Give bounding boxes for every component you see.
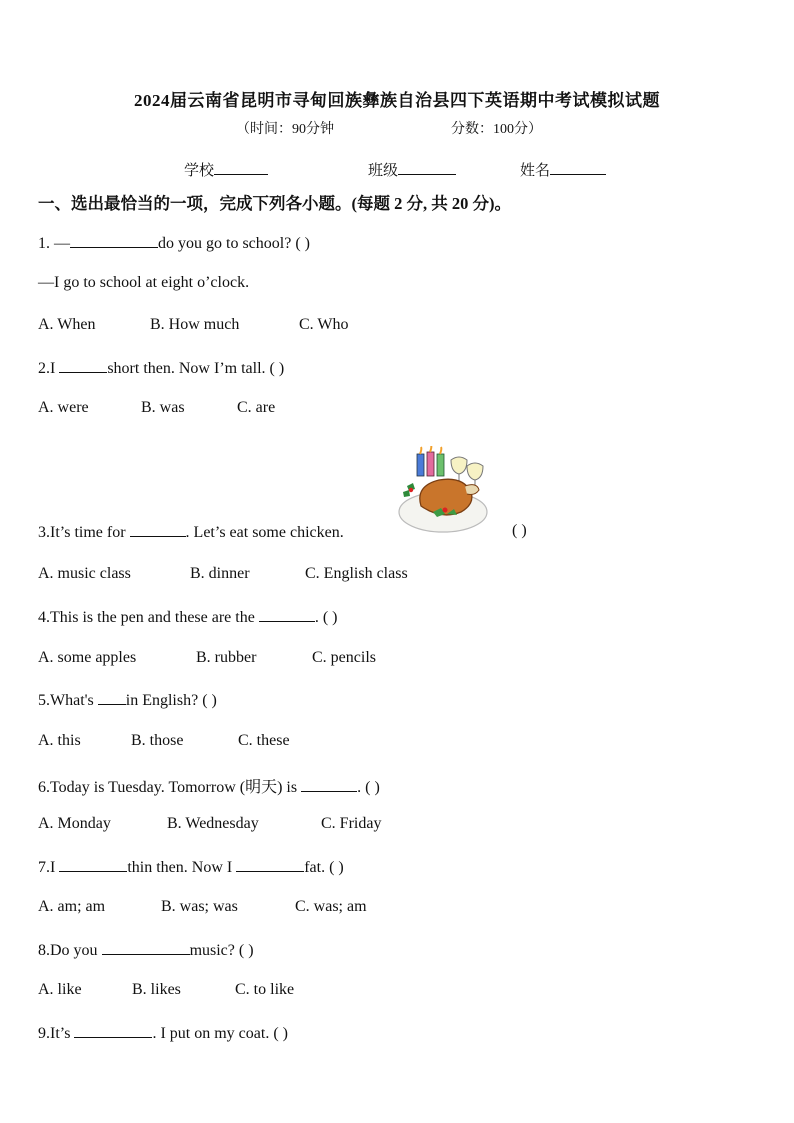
q3-text-pre: 3.It’s time for xyxy=(38,524,130,541)
chicken-drumstick xyxy=(465,485,479,495)
q3-option-a[interactable]: A. music class xyxy=(38,565,131,582)
q6-text-pre: 6.Today is Tuesday. Tomorrow (明天) is xyxy=(38,779,302,796)
q1-blank[interactable] xyxy=(70,233,158,248)
q6-text-post: . ( ) xyxy=(357,779,380,796)
q5-option-c[interactable]: C. these xyxy=(238,732,290,749)
q4-option-c[interactable]: C. pencils xyxy=(312,649,376,666)
wine-glass-2 xyxy=(467,463,483,480)
exam-time: （时间：90分钟 xyxy=(236,122,334,137)
q4-text-pre: 4.This is the pen and these are the xyxy=(38,609,259,626)
wine-glass-1 xyxy=(451,457,467,474)
q6-option-b[interactable]: B. Wednesday xyxy=(167,815,259,832)
q2-text-pre: 2.I xyxy=(38,360,60,377)
q8-text-post: music? ( ) xyxy=(189,942,254,959)
q1-option-b[interactable]: B. How much xyxy=(150,316,240,333)
q1-text-post: do you go to school? ( ) xyxy=(158,235,310,252)
holly-berry xyxy=(409,488,413,492)
question-5 xyxy=(38,690,217,710)
q7-blank-1[interactable] xyxy=(59,857,127,872)
q2-option-a[interactable]: A. were xyxy=(38,399,89,416)
q5-blank[interactable] xyxy=(98,690,126,705)
q1-answer-line: —I go to school at eight o’clock. xyxy=(38,274,250,291)
q3-text-post: . Let’s eat some chicken. xyxy=(185,524,344,541)
q4-option-b[interactable]: B. rubber xyxy=(196,649,257,666)
q1-option-a[interactable]: A. When xyxy=(38,316,96,333)
q7-blank-2[interactable] xyxy=(236,857,304,872)
class-field xyxy=(368,159,456,180)
name-blank[interactable] xyxy=(550,160,606,175)
q5-option-b[interactable]: B. those xyxy=(131,732,184,749)
candle-blue xyxy=(417,454,424,476)
candle-pink xyxy=(427,452,434,476)
q4-text-post: . ( ) xyxy=(314,609,338,626)
roast-chicken-dinner-image xyxy=(395,446,495,534)
q7-option-a[interactable]: A. am; am xyxy=(38,898,106,915)
q9-text-post: . I put on my coat. ( ) xyxy=(152,1025,288,1042)
q8-option-a[interactable]: A. like xyxy=(38,981,82,998)
q5-text-post: in English? ( ) xyxy=(125,692,217,709)
q1-option-c[interactable]: C. Who xyxy=(299,316,349,333)
question-4 xyxy=(38,607,337,627)
q2-blank[interactable] xyxy=(59,358,107,373)
school-field xyxy=(184,159,268,180)
q2-text-post: short then. Now I’m tall. ( ) xyxy=(107,360,285,377)
name-label: 姓名 xyxy=(520,163,551,179)
class-blank[interactable] xyxy=(398,160,456,175)
question-1 xyxy=(38,233,310,253)
school-blank[interactable] xyxy=(214,160,268,175)
question-8 xyxy=(38,940,254,960)
section-heading: 一、选出最恰当的一项，完成下列各小题。(每题 2 分, 共 20 分)。 xyxy=(38,194,511,213)
q3-blank[interactable] xyxy=(130,522,186,537)
q8-blank[interactable] xyxy=(102,940,190,955)
question-9 xyxy=(38,1023,288,1043)
candle-green xyxy=(437,454,444,476)
q6-blank[interactable] xyxy=(301,777,357,792)
q7-option-b[interactable]: B. was; was xyxy=(161,898,238,915)
question-6 xyxy=(38,774,380,797)
q2-option-b[interactable]: B. was xyxy=(141,399,185,416)
q9-text-pre: 9.It’s xyxy=(38,1025,75,1042)
q4-blank[interactable] xyxy=(259,607,315,622)
q2-option-c[interactable]: C. are xyxy=(237,399,276,416)
q8-option-b[interactable]: B. likes xyxy=(132,981,181,998)
q6-option-c[interactable]: C. Friday xyxy=(321,815,382,832)
question-7 xyxy=(38,857,344,877)
q9-blank[interactable] xyxy=(74,1023,152,1038)
q7-text-pre: 7.I xyxy=(38,859,60,876)
q7-text-mid: thin then. Now I xyxy=(127,859,237,876)
q5-option-a[interactable]: A. this xyxy=(38,732,81,749)
exam-score: 分数：100分） xyxy=(451,122,542,137)
q7-option-c[interactable]: C. was; am xyxy=(295,898,367,915)
name-field xyxy=(520,159,606,180)
class-label: 班级 xyxy=(368,163,399,179)
q3-answer-paren: ( ) xyxy=(512,522,527,539)
q8-option-c[interactable]: C. to like xyxy=(235,981,295,998)
school-label: 学校 xyxy=(184,163,215,179)
page-title: 2024届云南省昆明市寻甸回族彝族自治县四下英语期中考试模拟试题 xyxy=(134,91,660,110)
q7-text-post: fat. ( ) xyxy=(304,859,344,876)
question-2 xyxy=(38,358,284,378)
q5-text-pre: 5.What's xyxy=(38,692,98,709)
question-3 xyxy=(38,522,344,542)
q3-option-c[interactable]: C. English class xyxy=(305,565,408,582)
q4-option-a[interactable]: A. some apples xyxy=(38,649,137,666)
q6-option-a[interactable]: A. Monday xyxy=(38,815,111,832)
q1-text-pre: 1. — xyxy=(38,235,70,252)
q8-text-pre: 8.Do you xyxy=(38,942,102,959)
q3-option-b[interactable]: B. dinner xyxy=(190,565,250,582)
